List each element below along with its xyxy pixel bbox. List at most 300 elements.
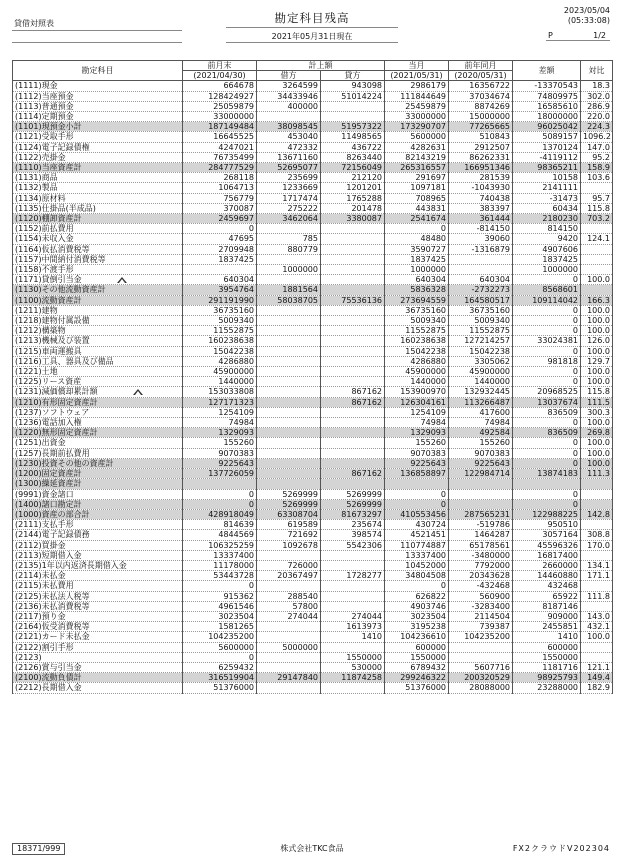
prev-year-cell: 20343628 (449, 571, 513, 581)
table-row (13, 224, 613, 234)
current-cell: 126304161 (385, 397, 449, 407)
diff-cell: 1410 (513, 632, 581, 642)
table-row (13, 407, 613, 417)
system-name: FX2クラウドV202304 (512, 844, 610, 853)
prev-year-cell: 560900 (449, 591, 513, 601)
prev-month-cell: 13337400 (183, 550, 257, 560)
prev-year-cell: -2732273 (449, 285, 513, 295)
ratio-cell (581, 183, 613, 193)
debit-cell: 880779 (257, 244, 321, 254)
account-name-cell (13, 295, 183, 305)
current-cell: 640304 (385, 275, 449, 285)
account-name: (2114)未払金 (15, 571, 66, 581)
prev-year-cell: 383397 (449, 203, 513, 213)
credit-cell (321, 418, 385, 428)
credit-cell (321, 101, 385, 111)
debit-cell (257, 479, 321, 489)
account-name: (1225)リース資産 (15, 377, 82, 387)
debit-cell (257, 418, 321, 428)
account-name: (1114)定期預金 (15, 111, 74, 121)
prev-month-cell: 33000000 (183, 111, 257, 121)
current-cell: 600000 (385, 642, 449, 652)
debit-cell: 58038705 (257, 295, 321, 305)
account-name-cell (13, 132, 183, 142)
table-row (13, 652, 613, 662)
ratio-cell: 100.0 (581, 367, 613, 377)
ratio-cell: 158.9 (581, 163, 613, 173)
prev-month-cell: 3954764 (183, 285, 257, 295)
debit-cell: 274044 (257, 611, 321, 621)
debit-cell: 619589 (257, 520, 321, 530)
credit-cell: 51014224 (321, 91, 385, 101)
account-name-cell (13, 642, 183, 652)
debit-cell (257, 275, 321, 285)
account-name: (1212)構築物 (15, 326, 66, 336)
credit-cell (321, 356, 385, 366)
current-cell: 0 (385, 224, 449, 234)
credit-cell: 5269999 (321, 499, 385, 509)
account-name: (2164)仮受消費税等 (15, 622, 90, 632)
prev-month-cell: 11178000 (183, 560, 257, 570)
debit-cell: 275222 (257, 203, 321, 213)
account-name: (1101)現預金小計 (15, 122, 82, 132)
prev-month-cell: 104235200 (183, 632, 257, 642)
prev-year-cell: 510843 (449, 132, 513, 142)
table-row (13, 642, 613, 652)
diff-cell: 836509 (513, 428, 581, 438)
diff-cell: 13874183 (513, 469, 581, 479)
diff-cell: 909000 (513, 611, 581, 621)
diff-cell: 0 (513, 438, 581, 448)
prev-month-cell: 284777529 (183, 163, 257, 173)
account-name-cell (13, 540, 183, 550)
ratio-cell (581, 265, 613, 275)
prev-year-cell: -3480000 (449, 550, 513, 560)
account-name: (1110)当座資産計 (15, 163, 82, 172)
prev-month-cell: 664678 (183, 81, 257, 91)
account-name: (1218)建物付属設備 (15, 316, 90, 326)
account-name-cell (13, 224, 183, 234)
diff-cell: 8568601 (513, 285, 581, 295)
credit-cell: 235674 (321, 520, 385, 530)
current-cell: 708965 (385, 193, 449, 203)
ratio-cell: 224.3 (581, 122, 613, 132)
credit-cell (321, 254, 385, 264)
account-name-cell (13, 111, 183, 121)
prev-month-cell: 9225643 (183, 458, 257, 468)
prev-month-cell: 2709948 (183, 244, 257, 254)
header-rule-left-2 (12, 42, 182, 43)
account-name-cell (13, 428, 183, 438)
account-name: (1121)受取手形 (15, 132, 74, 142)
ratio-cell: 103.6 (581, 173, 613, 183)
col-current-date: (2021/05/31) (385, 71, 449, 81)
prev-year-cell: 74984 (449, 418, 513, 428)
prev-month-cell: 153033808 (183, 387, 257, 397)
debit-cell (257, 458, 321, 468)
prev-year-cell: 5607716 (449, 662, 513, 672)
ratio-cell: 111.5 (581, 397, 613, 407)
table-row (13, 336, 613, 346)
ratio-cell (581, 642, 613, 652)
diff-cell: 122988225 (513, 509, 581, 519)
prev-year-cell: -1043930 (449, 183, 513, 193)
diff-cell: 4907606 (513, 244, 581, 254)
account-name-cell (13, 550, 183, 560)
ratio-cell: 115.8 (581, 387, 613, 397)
credit-cell (321, 265, 385, 275)
debit-cell: 29147840 (257, 673, 321, 683)
debit-cell: 472332 (257, 142, 321, 152)
col-prev-month: 前月末 (183, 61, 257, 71)
table-row (13, 509, 613, 519)
ratio-cell: 100.0 (581, 632, 613, 642)
ratio-cell: 100.0 (581, 305, 613, 315)
debit-cell (257, 662, 321, 672)
prev-year-cell: 1464287 (449, 530, 513, 540)
debit-cell (257, 367, 321, 377)
diff-cell: 98365211 (513, 163, 581, 173)
debit-cell: 20367497 (257, 571, 321, 581)
credit-cell (321, 683, 385, 693)
account-name: (2144)電子記録債務 (15, 530, 90, 540)
col-ratio: 対比 (581, 61, 613, 81)
report-title: 勘定科目残高 (274, 11, 350, 25)
prev-year-cell: 65178561 (449, 540, 513, 550)
account-name-cell (13, 387, 183, 397)
account-name-cell (13, 81, 183, 91)
contra-account-icon (116, 276, 128, 284)
debit-cell (257, 622, 321, 632)
debit-cell (257, 111, 321, 121)
ratio-cell: 220.0 (581, 111, 613, 121)
print-timestamp (564, 6, 610, 26)
account-name-cell (13, 560, 183, 570)
debit-cell (257, 254, 321, 264)
prev-month-cell: 3023504 (183, 611, 257, 621)
credit-cell (321, 560, 385, 570)
table-row (13, 662, 613, 672)
ratio-cell: 115.8 (581, 203, 613, 213)
diff-cell: 98925793 (513, 673, 581, 683)
diff-cell: 1550000 (513, 652, 581, 662)
col-credit: 貸方 (321, 71, 385, 81)
ratio-cell: 95.7 (581, 193, 613, 203)
credit-cell (321, 336, 385, 346)
report-type: 貸借対照表 (14, 19, 54, 28)
table-row (13, 438, 613, 448)
current-cell: 136858897 (385, 469, 449, 479)
diff-cell: 0 (513, 367, 581, 377)
credit-cell (321, 601, 385, 611)
current-cell: 1440000 (385, 377, 449, 387)
page-indicator (546, 31, 610, 41)
current-cell: 173290707 (385, 122, 449, 132)
table-row (13, 591, 613, 601)
prev-month-cell: 51376000 (183, 683, 257, 693)
diff-cell: 0 (513, 448, 581, 458)
prev-month-cell: 45900000 (183, 367, 257, 377)
debit-cell: 1000000 (257, 265, 321, 275)
table-row (13, 489, 613, 499)
debit-cell: 235699 (257, 173, 321, 183)
table-row (13, 673, 613, 683)
prev-year-cell: -3283400 (449, 601, 513, 611)
contra-account-icon (132, 388, 144, 396)
current-cell: 5600000 (385, 132, 449, 142)
current-cell: 1254109 (385, 407, 449, 417)
prev-month-cell: 1329093 (183, 428, 257, 438)
account-name: (1111)現金 (15, 81, 58, 91)
account-name-cell (13, 234, 183, 244)
ratio-cell: 100.0 (581, 418, 613, 428)
current-cell: 15042238 (385, 346, 449, 356)
account-name-cell (13, 469, 183, 479)
table-row (13, 571, 613, 581)
credit-cell: 530000 (321, 662, 385, 672)
diff-cell: -4119112 (513, 152, 581, 162)
credit-cell (321, 346, 385, 356)
account-name-cell (13, 683, 183, 693)
account-balance-table (12, 60, 613, 694)
diff-cell: 2660000 (513, 560, 581, 570)
ratio-cell: 100.0 (581, 438, 613, 448)
credit-cell (321, 367, 385, 377)
prev-month-cell: 16645525 (183, 132, 257, 142)
current-cell: 104236610 (385, 632, 449, 642)
prev-month-cell (183, 479, 257, 489)
table-row (13, 469, 613, 479)
table-row (13, 183, 613, 193)
current-cell: 2986179 (385, 81, 449, 91)
account-name: (1215)車両運搬具 (15, 346, 82, 356)
prev-month-cell: 4286880 (183, 356, 257, 366)
print-date: 2023/05/04 (563, 6, 610, 15)
ratio-cell: 100.0 (581, 377, 613, 387)
prev-month-cell: 0 (183, 489, 257, 499)
credit-cell: 867162 (321, 387, 385, 397)
table-row (13, 622, 613, 632)
account-name-cell (13, 530, 183, 540)
ratio-cell: 100.0 (581, 316, 613, 326)
table-row (13, 520, 613, 530)
debit-cell (257, 224, 321, 234)
account-name: (1400)諸口勘定計 (15, 499, 82, 509)
prev-year-cell: 15000000 (449, 111, 513, 121)
debit-cell: 3462064 (257, 214, 321, 224)
account-name: (1132)製品 (15, 183, 58, 193)
prev-month-cell: 106325259 (183, 540, 257, 550)
credit-cell: 11874258 (321, 673, 385, 683)
account-name-cell (13, 346, 183, 356)
diff-cell: 109114042 (513, 295, 581, 305)
current-cell: 9225643 (385, 458, 449, 468)
current-cell: 82143219 (385, 152, 449, 162)
current-cell: 1329093 (385, 428, 449, 438)
credit-cell: 1613973 (321, 622, 385, 632)
account-name-cell (13, 142, 183, 152)
prev-month-cell: 5600000 (183, 642, 257, 652)
prev-month-cell: 316519904 (183, 673, 257, 683)
diff-cell: 0 (513, 326, 581, 336)
table-row (13, 560, 613, 570)
current-cell: 3590727 (385, 244, 449, 254)
ratio-cell (581, 652, 613, 662)
prev-year-cell: -519786 (449, 520, 513, 530)
diff-cell: 0 (513, 316, 581, 326)
current-cell: 4903746 (385, 601, 449, 611)
table-row (13, 326, 613, 336)
account-name-cell (13, 193, 183, 203)
diff-cell: 14460880 (513, 571, 581, 581)
credit-cell (321, 479, 385, 489)
diff-cell: 1000000 (513, 265, 581, 275)
account-name-cell (13, 305, 183, 315)
table-row (13, 214, 613, 224)
table-row (13, 683, 613, 693)
prev-month-cell: 11552875 (183, 326, 257, 336)
current-cell: 33000000 (385, 111, 449, 121)
account-name-cell (13, 254, 183, 264)
title-underline (226, 27, 398, 28)
current-cell: 299246322 (385, 673, 449, 683)
prev-month-cell (183, 265, 257, 275)
col-current: 当月 (385, 61, 449, 71)
prev-year-cell (449, 265, 513, 275)
prev-year-cell (449, 254, 513, 264)
ratio-cell: 134.1 (581, 560, 613, 570)
ratio-cell: 166.3 (581, 295, 613, 305)
current-cell: 5009340 (385, 316, 449, 326)
account-name: (1210)有形固定資産計 (15, 397, 98, 407)
current-cell: 6789432 (385, 662, 449, 672)
debit-cell (257, 550, 321, 560)
account-name-cell (13, 173, 183, 183)
account-name: (1164)仮払消費税等 (15, 244, 90, 254)
table-row (13, 387, 613, 397)
credit-cell (321, 316, 385, 326)
account-name-cell (13, 285, 183, 295)
prev-year-cell (449, 652, 513, 662)
current-cell: 2541674 (385, 214, 449, 224)
credit-cell: 81673297 (321, 509, 385, 519)
credit-cell (321, 326, 385, 336)
account-name-cell (13, 407, 183, 417)
account-name-cell (13, 601, 183, 611)
ratio-cell (581, 285, 613, 295)
prev-month-cell: 128424927 (183, 91, 257, 101)
debit-cell: 785 (257, 234, 321, 244)
debit-cell (257, 407, 321, 417)
current-cell: 4286880 (385, 356, 449, 366)
account-name-cell (13, 91, 183, 101)
account-name: (1122)売掛金 (15, 152, 66, 162)
current-cell: 9070383 (385, 448, 449, 458)
table-row (13, 448, 613, 458)
ratio-cell: 302.0 (581, 91, 613, 101)
credit-cell (321, 285, 385, 295)
ratio-cell (581, 244, 613, 254)
table-row (13, 458, 613, 468)
table-row (13, 367, 613, 377)
prev-month-cell: 5009340 (183, 316, 257, 326)
account-name: (1236)電話加入権 (15, 418, 82, 428)
table-row (13, 540, 613, 550)
ratio-cell: 286.9 (581, 101, 613, 111)
credit-cell: 1550000 (321, 652, 385, 662)
current-cell: 626822 (385, 591, 449, 601)
debit-cell (257, 581, 321, 591)
report-condition: 2021年05月31日現在 (271, 32, 353, 41)
prev-year-cell: 3305062 (449, 356, 513, 366)
prev-year-cell: 15042238 (449, 346, 513, 356)
col-prev-year: 前年同月 (449, 61, 513, 71)
prev-month-cell: 291191990 (183, 295, 257, 305)
prev-month-cell: 428918049 (183, 509, 257, 519)
debit-cell: 721692 (257, 530, 321, 540)
account-name: (1200)固定資産計 (15, 469, 82, 479)
table-row (13, 316, 613, 326)
ratio-cell: 142.8 (581, 509, 613, 519)
prev-year-cell: 45900000 (449, 367, 513, 377)
account-name: (1221)土地 (15, 367, 58, 377)
account-name-cell (13, 122, 183, 132)
account-name: (2125)未払法人税等 (15, 591, 90, 601)
prev-year-cell: 16356722 (449, 81, 513, 91)
credit-cell: 1410 (321, 632, 385, 642)
prev-year-cell: 640304 (449, 275, 513, 285)
account-name: (2123) (15, 652, 42, 662)
debit-cell (257, 346, 321, 356)
prev-year-cell: 8874269 (449, 101, 513, 111)
debit-cell: 400000 (257, 101, 321, 111)
diff-cell: 13037674 (513, 397, 581, 407)
debit-cell (257, 387, 321, 397)
debit-cell (257, 336, 321, 346)
diff-cell: 3057164 (513, 530, 581, 540)
debit-cell: 1717474 (257, 193, 321, 203)
table-row (13, 285, 613, 295)
debit-cell (257, 632, 321, 642)
table-row (13, 530, 613, 540)
credit-cell (321, 234, 385, 244)
diff-cell: 0 (513, 418, 581, 428)
prev-year-cell: 740438 (449, 193, 513, 203)
prev-month-cell: 2459697 (183, 214, 257, 224)
prev-year-cell: 2912507 (449, 142, 513, 152)
account-name: (1130)その他流動資産計 (15, 285, 106, 295)
prev-month-cell: 187149484 (183, 122, 257, 132)
diff-cell: 836509 (513, 407, 581, 417)
prev-month-cell: 756779 (183, 193, 257, 203)
credit-cell: 51957322 (321, 122, 385, 132)
ratio-cell: 300.3 (581, 407, 613, 417)
debit-cell: 1092678 (257, 540, 321, 550)
account-name: (2117)預り金 (15, 611, 66, 621)
credit-cell (321, 244, 385, 254)
debit-cell (257, 683, 321, 693)
current-cell: 0 (385, 581, 449, 591)
account-name: (2126)賞与引当金 (15, 662, 82, 672)
ratio-cell: 100.0 (581, 326, 613, 336)
header-row-1 (13, 61, 613, 71)
debit-cell (257, 438, 321, 448)
table-row (13, 101, 613, 111)
prev-year-cell: 39060 (449, 234, 513, 244)
current-cell: 160238638 (385, 336, 449, 346)
prev-month-cell: 53443728 (183, 571, 257, 581)
account-name: (2112)買掛金 (15, 540, 66, 550)
